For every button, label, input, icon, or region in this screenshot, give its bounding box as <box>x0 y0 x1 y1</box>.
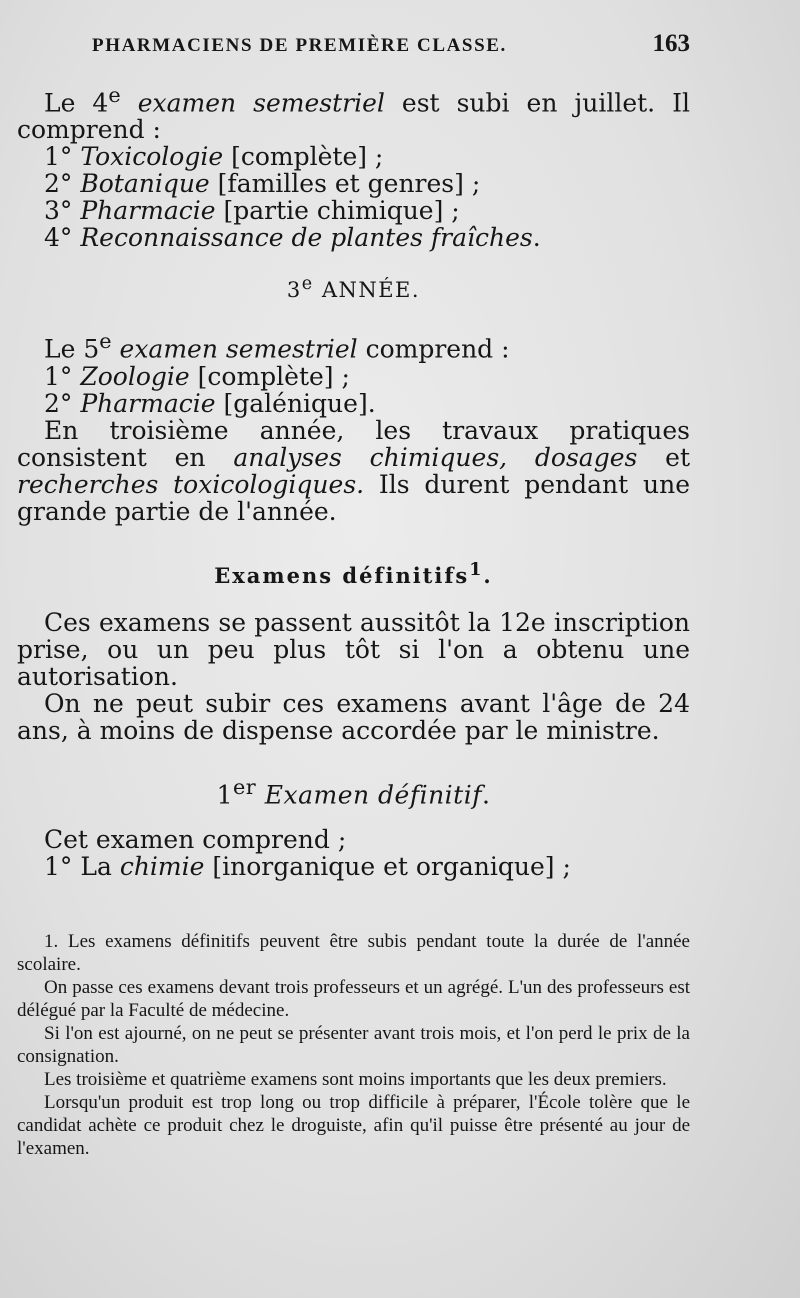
list-item <box>17 853 690 880</box>
italic-run: examen semestriel <box>137 88 385 118</box>
list-item <box>17 390 690 417</box>
text-run: Le 4 <box>44 88 109 118</box>
footnote-paragraph: Si l'on est ajourné, on ne peut se présenter avant trois mois, et l'on perd le prix de la consignation. <box>17 1022 690 1067</box>
footnote-marker: 1 <box>469 559 484 580</box>
footnote-paragraph: On passe ces examens devant trois professeurs et un agrégé. L'un des professeurs est délégué par la Faculté de médecine. <box>17 976 690 1021</box>
paragraph-practical-work <box>17 417 690 525</box>
italic-run: analyses chimiques, dosages <box>233 442 638 472</box>
italic-run: Botanique <box>80 169 210 199</box>
text-run: 3 <box>286 278 302 303</box>
item-number: 1° <box>44 361 81 391</box>
italic-run: Pharmacie <box>80 388 216 418</box>
paragraph-timing: Ces examens se passent aussitôt la 12e inscription prise, ou un peu plus tôt si l'on a obtenu une autorisation. <box>17 607 690 691</box>
footnote-paragraph: Les troisième et quatrième examens sont moins importants que les deux premiers. <box>44 1068 667 1090</box>
list-item <box>17 363 690 390</box>
item-number: 2° <box>44 169 81 199</box>
list-item <box>17 170 690 197</box>
paragraph-fifth-exam <box>17 328 690 362</box>
text-run: [familles et genres] ; <box>209 169 481 199</box>
italic-run: recherches toxicologiques. <box>17 469 365 499</box>
footnotes <box>17 930 690 1160</box>
list-item <box>17 197 690 224</box>
section-heading-final-exams <box>17 557 690 589</box>
paragraph-exam-contents: Cet examen comprend ; <box>44 824 347 854</box>
text-run: Ils durent pendant une grande partie de l'année. <box>17 469 691 526</box>
italic-run: chimie <box>119 851 205 881</box>
superscript: e <box>108 83 121 107</box>
footnote-paragraph: 1. Les examens définitifs peuvent être subis pendant toute la durée de l'année scolaire. <box>17 930 690 975</box>
text-run: . <box>483 562 493 588</box>
text-run: [complète] ; <box>189 361 350 391</box>
italic-run: Pharmacie <box>80 196 216 226</box>
text-run <box>121 88 138 117</box>
item-number: 4° <box>44 223 81 253</box>
text-run: La <box>80 851 120 881</box>
text-run: Le 5 <box>44 334 100 364</box>
text-run: . <box>481 779 491 809</box>
text-run: et <box>637 442 690 472</box>
text-run: [partie chimique] ; <box>215 196 460 226</box>
text-run: En troisième année, les travaux pratiques consistent en <box>17 415 690 472</box>
page-number: 163 <box>652 30 690 57</box>
item-number: 1° <box>44 851 81 881</box>
text-run: comprend : <box>357 334 510 364</box>
italic-run: Toxicologie <box>80 142 224 172</box>
paragraph-age: On ne peut subir ces examens avant l'âge de 24 ans, à moins de dispense accordée par le ministre. <box>17 688 690 745</box>
list-item <box>17 224 690 251</box>
running-head <box>17 30 690 64</box>
text-run: Examens définitifs <box>214 562 470 588</box>
text-run: est subi en juillet. Il comprend : <box>17 88 691 145</box>
item-number: 2° <box>44 388 81 418</box>
text-run <box>112 335 120 364</box>
item-number: 3° <box>44 196 81 226</box>
text-run: [inorganique et organique] ; <box>204 851 571 881</box>
footnote-paragraph: Lorsqu'un produit est trop long ou trop difficile à préparer, l'École tolère que le candidat achète ce produit chez le droguiste, afin qu'il puisse être présenté au jour de l'examen. <box>17 1091 690 1159</box>
superscript: e <box>301 274 314 295</box>
superscript: er <box>232 774 257 799</box>
section-heading-first-final <box>17 774 690 808</box>
item-number: 1° <box>44 142 81 172</box>
running-title: PHARMACIENS DE PREMIÈRE CLASSE. <box>92 35 507 56</box>
italic-run: examen semestriel <box>119 334 358 364</box>
text-run: ANNÉE. <box>313 278 421 303</box>
italic-run: Reconnaissance de plantes fraîches <box>80 223 533 253</box>
text-run: [complète] ; <box>223 142 384 172</box>
text-run: 1 <box>216 779 233 809</box>
text-run: . <box>532 223 541 253</box>
italic-run: Examen définitif <box>256 779 482 809</box>
main-text <box>17 82 690 880</box>
italic-run: Zoologie <box>80 361 190 391</box>
list-item <box>17 143 690 170</box>
section-heading-year <box>17 271 690 304</box>
superscript: e <box>99 329 112 354</box>
text-run: [galénique]. <box>215 388 376 418</box>
paragraph-fourth-exam <box>17 82 690 143</box>
